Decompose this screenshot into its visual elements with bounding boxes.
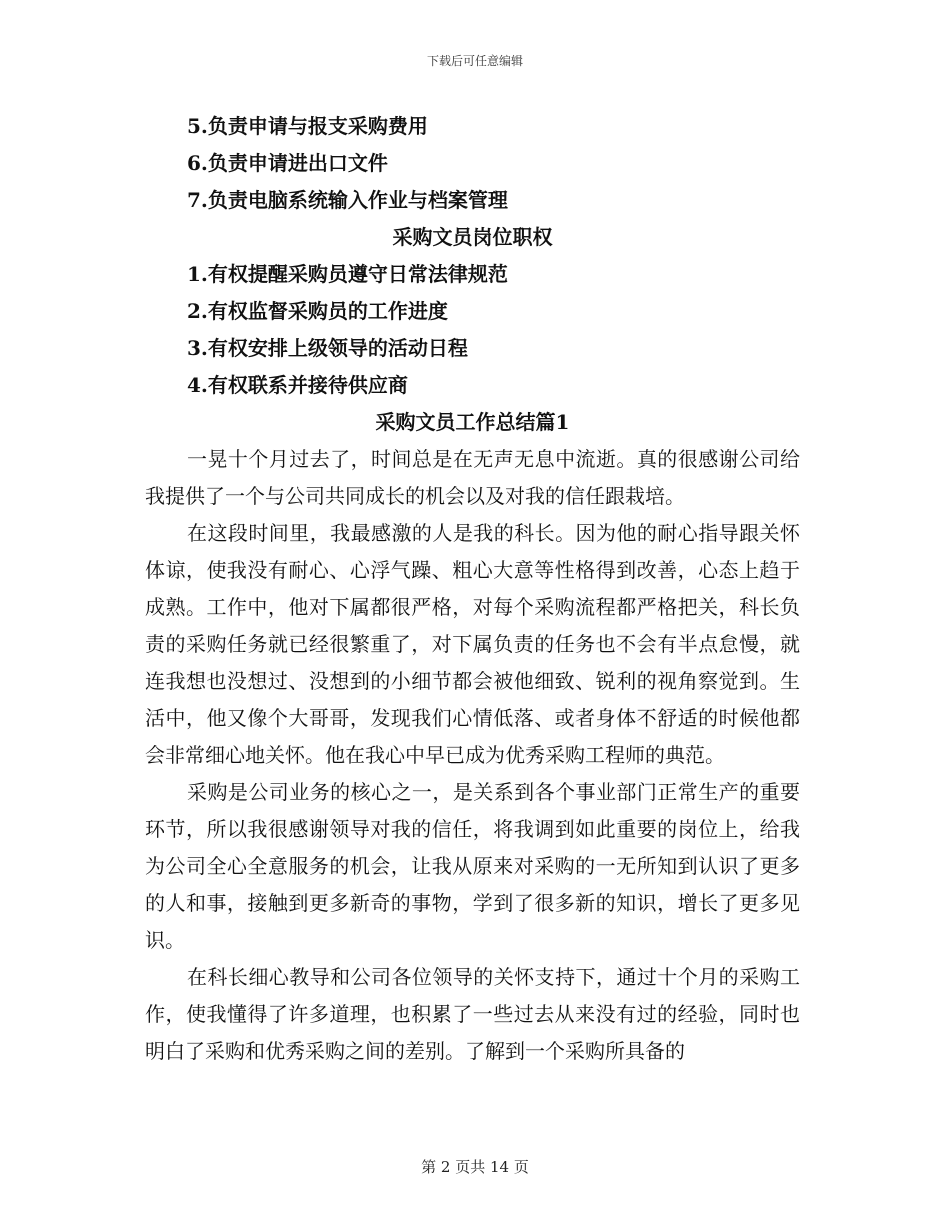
document-body [145,108,800,1070]
duty-item-5: 5.负责申请与报支采购费用 [187,114,428,138]
summary-paragraph-4: 在科长细心教导和公司各位领导的关怀支持下，通过十个月的采购工作，使我懂得了许多道理，也积累了一些过去从来没有过的经验，同时也明白了采购和优秀采购之间的差别。了解到一个采购所具备的 [145,965,800,1063]
duty-item-6: 6.负责申请进出口文件 [187,151,388,175]
summary-paragraph-1: 一晃十个月过去了，时间总是在无声无息中流逝。真的很感谢公司给我提供了一个与公司共同成长的机会以及对我的信任跟栽培。 [145,447,800,508]
page-footer: 第 2 页共 14 页 [421,1158,529,1176]
summary-paragraph-2: 在这段时间里，我最感激的人是我的科长。因为他的耐心指导跟关怀体谅，使我没有耐心、心浮气躁、粗心大意等性格得到改善，心态上趋于成熟。工作中，他对下属都很严格，对每个采购流程都严格把关，科长负责的采购任务就已经很繁重了，对下属负责的任务也不会有半点怠慢，就连我想也没想过、没想到的小细节都会被他细致、锐利的视角察觉到。生活中，他又像个大哥哥，发现我们心情低落、或者身体不舒适的时候他都会非常细心地关怀。他在我心中早已成为优秀采购工程师的典范。 [145,521,800,767]
authority-item-2: 2.有权监督采购员的工作进度 [187,299,448,323]
duty-item-7: 7.负责电脑系统输入作业与档案管理 [187,188,508,212]
page-header: 下载后可任意编辑 [426,54,523,68]
section-title-summary: 采购文员工作总结篇1 [375,410,570,434]
section-title-authority: 采购文员岗位职权 [392,225,553,249]
summary-paragraph-3: 采购是公司业务的核心之一，是关系到各个事业部门正常生产的重要环节，所以我很感谢领导对我的信任，将我调到如此重要的岗位上，给我为公司全心全意服务的机会，让我从原来对采购的一无所知到认识了更多的人和事，接触到更多新奇的事物，学到了很多新的知识，增长了更多见识。 [145,780,800,952]
authority-item-1: 1.有权提醒采购员遵守日常法律规范 [187,262,508,286]
authority-item-4: 4.有权联系并接待供应商 [187,373,408,397]
authority-item-3: 3.有权安排上级领导的活动日程 [187,336,468,360]
